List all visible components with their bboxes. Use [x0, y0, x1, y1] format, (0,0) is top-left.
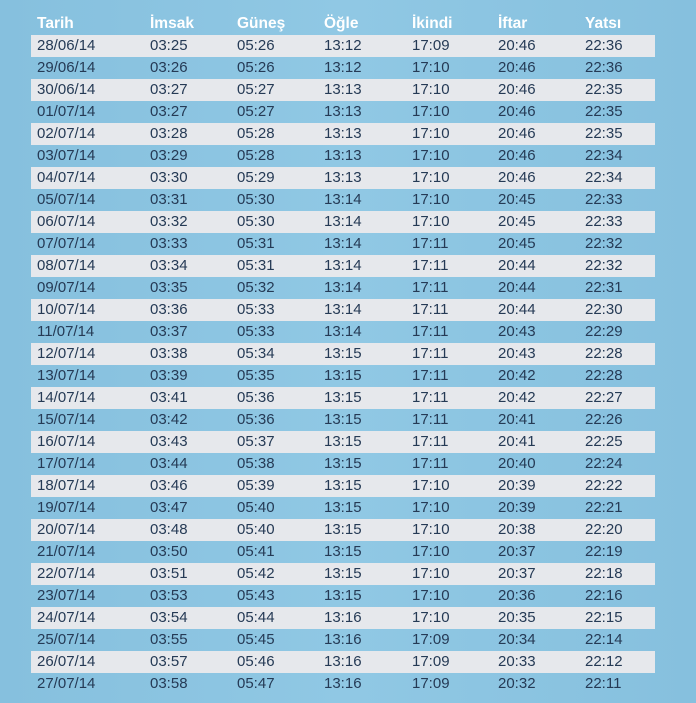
cell-afternoon: 17:10 [406, 123, 492, 145]
cell-iftar: 20:39 [492, 475, 579, 497]
cell-noon: 13:14 [318, 299, 406, 321]
cell-afternoon: 17:11 [412, 235, 449, 252]
cell-afternoon: 17:11 [406, 343, 492, 365]
cell-iftar: 20:42 [492, 387, 579, 409]
column-header-sunrise: Güneş [237, 15, 286, 32]
cell-night: 22:31 [585, 279, 623, 296]
table-row [31, 343, 655, 365]
table-header [31, 13, 655, 35]
cell-afternoon: 17:10 [412, 587, 450, 604]
cell-imsak: 03:39 [150, 367, 188, 384]
cell-iftar: 20:45 [498, 235, 536, 252]
cell-sunrise: 05:30 [237, 191, 275, 208]
cell-date: 11/07/14 [37, 323, 95, 340]
cell-date: 30/06/14 [31, 79, 144, 101]
cell-iftar: 20:37 [492, 563, 579, 585]
cell-imsak: 03:44 [150, 455, 188, 472]
cell-sunrise: 05:28 [231, 123, 318, 145]
cell-night: 22:30 [579, 299, 655, 321]
cell-imsak: 03:29 [150, 147, 188, 164]
cell-night: 22:33 [579, 211, 655, 233]
table-row [31, 321, 655, 343]
cell-sunrise: 05:30 [231, 211, 318, 233]
cell-noon: 13:15 [318, 475, 406, 497]
cell-date: 13/07/14 [37, 367, 96, 384]
table-row [31, 651, 655, 673]
cell-noon: 13:15 [324, 455, 362, 472]
cell-afternoon: 17:10 [412, 147, 450, 164]
cell-iftar: 20:42 [498, 367, 536, 384]
cell-noon: 13:15 [318, 387, 406, 409]
cell-noon: 13:14 [324, 191, 362, 208]
cell-sunrise: 05:36 [231, 387, 318, 409]
cell-iftar: 20:46 [498, 59, 536, 76]
cell-sunrise: 05:45 [237, 631, 275, 648]
cell-noon: 13:16 [324, 631, 362, 648]
table-row [31, 255, 655, 277]
cell-afternoon: 17:10 [406, 519, 492, 541]
cell-iftar: 20:38 [492, 519, 579, 541]
cell-iftar: 20:45 [492, 211, 579, 233]
cell-afternoon: 17:11 [406, 431, 492, 453]
cell-imsak: 03:43 [144, 431, 231, 453]
cell-sunrise: 05:47 [237, 675, 275, 692]
cell-night: 22:36 [579, 35, 655, 57]
table-row [31, 123, 655, 145]
cell-date: 19/07/14 [37, 499, 96, 516]
cell-afternoon: 17:11 [406, 299, 492, 321]
cell-afternoon: 17:10 [412, 59, 450, 76]
cell-date: 18/07/14 [31, 475, 144, 497]
cell-sunrise: 05:46 [231, 651, 318, 673]
prayer-times-table [31, 13, 655, 695]
table-row [31, 57, 655, 79]
cell-noon: 13:15 [318, 519, 406, 541]
cell-date: 08/07/14 [31, 255, 144, 277]
column-header-iftar: İftar [498, 15, 528, 32]
cell-night: 22:32 [579, 255, 655, 277]
cell-date: 09/07/14 [37, 279, 96, 296]
table-row [31, 167, 655, 189]
cell-imsak: 03:55 [150, 631, 188, 648]
cell-sunrise: 05:41 [237, 543, 275, 560]
cell-sunrise: 05:27 [231, 79, 318, 101]
cell-date: 26/07/14 [31, 651, 144, 673]
cell-night: 22:35 [579, 79, 655, 101]
column-header-imsak: İmsak [150, 15, 194, 32]
cell-sunrise: 05:31 [231, 255, 318, 277]
cell-afternoon: 17:10 [412, 499, 450, 516]
cell-noon: 13:16 [324, 675, 362, 692]
cell-night: 22:35 [579, 123, 655, 145]
cell-iftar: 20:46 [492, 35, 579, 57]
cell-afternoon: 17:10 [406, 167, 492, 189]
cell-imsak: 03:41 [144, 387, 231, 409]
cell-night: 22:12 [579, 651, 655, 673]
table-body [31, 35, 655, 695]
cell-imsak: 03:54 [144, 607, 231, 629]
cell-date: 24/07/14 [31, 607, 144, 629]
cell-imsak: 03:32 [144, 211, 231, 233]
cell-night: 22:25 [579, 431, 655, 453]
cell-noon: 13:13 [318, 167, 406, 189]
table-row [31, 607, 655, 629]
cell-sunrise: 05:37 [231, 431, 318, 453]
cell-night: 22:26 [585, 411, 623, 428]
cell-night: 22:34 [579, 167, 655, 189]
cell-night: 22:11 [585, 675, 622, 692]
cell-night: 22:14 [585, 631, 623, 648]
cell-imsak: 03:50 [150, 543, 188, 560]
cell-sunrise: 05:34 [231, 343, 318, 365]
cell-iftar: 20:34 [498, 631, 536, 648]
cell-afternoon: 17:09 [412, 631, 450, 648]
cell-imsak: 03:38 [144, 343, 231, 365]
table-row [31, 35, 655, 57]
cell-afternoon: 17:09 [406, 651, 492, 673]
cell-iftar: 20:46 [492, 79, 579, 101]
cell-noon: 13:14 [324, 235, 362, 252]
table-row [31, 497, 655, 519]
table-row [31, 409, 655, 431]
cell-iftar: 20:32 [498, 675, 536, 692]
cell-noon: 13:12 [318, 35, 406, 57]
cell-iftar: 20:39 [498, 499, 536, 516]
cell-noon: 13:16 [318, 651, 406, 673]
cell-sunrise: 05:33 [231, 299, 318, 321]
cell-imsak: 03:26 [150, 59, 188, 76]
cell-noon: 13:13 [324, 147, 362, 164]
cell-imsak: 03:51 [144, 563, 231, 585]
cell-noon: 13:15 [324, 543, 362, 560]
cell-sunrise: 05:28 [237, 147, 275, 164]
cell-sunrise: 05:26 [237, 59, 275, 76]
table-row [31, 189, 655, 211]
cell-afternoon: 17:09 [412, 675, 450, 692]
table-row [31, 101, 655, 123]
cell-afternoon: 17:11 [406, 255, 492, 277]
cell-date: 21/07/14 [37, 543, 96, 560]
cell-imsak: 03:30 [144, 167, 231, 189]
cell-date: 04/07/14 [31, 167, 144, 189]
cell-date: 02/07/14 [31, 123, 144, 145]
cell-iftar: 20:41 [498, 411, 536, 428]
cell-iftar: 20:45 [498, 191, 536, 208]
cell-imsak: 03:46 [144, 475, 231, 497]
cell-afternoon: 17:09 [406, 35, 492, 57]
cell-date: 17/07/14 [37, 455, 96, 472]
cell-iftar: 20:46 [492, 123, 579, 145]
cell-imsak: 03:37 [150, 323, 188, 340]
cell-iftar: 20:44 [492, 255, 579, 277]
table-row [31, 629, 655, 651]
table-row [31, 365, 655, 387]
table-row [31, 387, 655, 409]
cell-date: 28/06/14 [31, 35, 144, 57]
cell-night: 22:27 [579, 387, 655, 409]
cell-night: 22:20 [579, 519, 655, 541]
cell-imsak: 03:35 [150, 279, 188, 296]
cell-iftar: 20:44 [492, 299, 579, 321]
cell-noon: 13:13 [324, 103, 362, 120]
table-row [31, 211, 655, 233]
table-row [31, 673, 655, 695]
cell-imsak: 03:42 [150, 411, 188, 428]
cell-afternoon: 17:11 [412, 455, 449, 472]
table-row [31, 541, 655, 563]
cell-sunrise: 05:43 [237, 587, 275, 604]
table-row [31, 299, 655, 321]
header-row [31, 13, 655, 35]
column-header-night: Yatsı [585, 15, 622, 32]
cell-imsak: 03:36 [144, 299, 231, 321]
cell-afternoon: 17:10 [406, 79, 492, 101]
cell-sunrise: 05:36 [237, 411, 275, 428]
cell-date: 05/07/14 [37, 191, 96, 208]
cell-date: 23/07/14 [37, 587, 96, 604]
cell-sunrise: 05:32 [237, 279, 275, 296]
cell-noon: 13:13 [318, 79, 406, 101]
cell-noon: 13:12 [324, 59, 362, 76]
cell-sunrise: 05:38 [237, 455, 275, 472]
cell-date: 06/07/14 [31, 211, 144, 233]
table-row [31, 233, 655, 255]
cell-afternoon: 17:10 [406, 607, 492, 629]
cell-afternoon: 17:11 [412, 323, 449, 340]
cell-sunrise: 05:26 [231, 35, 318, 57]
table-row [31, 475, 655, 497]
cell-imsak: 03:27 [150, 103, 188, 120]
cell-imsak: 03:28 [144, 123, 231, 145]
cell-afternoon: 17:10 [412, 191, 450, 208]
cell-night: 22:29 [585, 323, 623, 340]
cell-night: 22:34 [585, 147, 623, 164]
cell-date: 22/07/14 [31, 563, 144, 585]
cell-night: 22:19 [585, 543, 623, 560]
cell-date: 10/07/14 [31, 299, 144, 321]
table-row [31, 145, 655, 167]
cell-noon: 13:15 [324, 587, 362, 604]
cell-noon: 13:14 [318, 255, 406, 277]
cell-noon: 13:16 [318, 607, 406, 629]
cell-sunrise: 05:42 [231, 563, 318, 585]
cell-night: 22:28 [585, 367, 623, 384]
table-row [31, 519, 655, 541]
cell-noon: 13:14 [324, 323, 362, 340]
cell-iftar: 20:41 [492, 431, 579, 453]
cell-iftar: 20:37 [498, 543, 536, 560]
cell-noon: 13:15 [324, 499, 362, 516]
cell-date: 14/07/14 [31, 387, 144, 409]
cell-sunrise: 05:44 [231, 607, 318, 629]
cell-date: 27/07/14 [37, 675, 96, 692]
cell-iftar: 20:46 [498, 147, 536, 164]
cell-sunrise: 05:40 [237, 499, 275, 516]
cell-iftar: 20:44 [498, 279, 536, 296]
cell-sunrise: 05:33 [237, 323, 275, 340]
cell-afternoon: 17:10 [412, 103, 450, 120]
cell-date: 03/07/14 [37, 147, 96, 164]
cell-night: 22:21 [585, 499, 623, 516]
cell-afternoon: 17:11 [406, 387, 492, 409]
table-row [31, 79, 655, 101]
cell-imsak: 03:48 [144, 519, 231, 541]
cell-night: 22:18 [579, 563, 655, 585]
cell-night: 22:22 [579, 475, 655, 497]
cell-imsak: 03:47 [150, 499, 188, 516]
cell-date: 15/07/14 [37, 411, 96, 428]
cell-noon: 13:13 [318, 123, 406, 145]
cell-afternoon: 17:10 [412, 543, 450, 560]
cell-noon: 13:15 [318, 431, 406, 453]
cell-date: 29/06/14 [37, 59, 96, 76]
cell-imsak: 03:34 [144, 255, 231, 277]
cell-afternoon: 17:11 [412, 367, 449, 384]
cell-date: 01/07/14 [37, 103, 96, 120]
cell-imsak: 03:25 [144, 35, 231, 57]
cell-iftar: 20:36 [498, 587, 536, 604]
cell-sunrise: 05:31 [237, 235, 275, 252]
cell-sunrise: 05:27 [237, 103, 275, 120]
cell-afternoon: 17:11 [412, 279, 449, 296]
cell-noon: 13:15 [318, 563, 406, 585]
cell-date: 20/07/14 [31, 519, 144, 541]
cell-night: 22:36 [585, 59, 623, 76]
cell-night: 22:16 [585, 587, 623, 604]
cell-afternoon: 17:11 [412, 411, 449, 428]
cell-iftar: 20:46 [492, 167, 579, 189]
cell-imsak: 03:33 [150, 235, 188, 252]
cell-night: 22:15 [579, 607, 655, 629]
cell-noon: 13:15 [324, 411, 362, 428]
cell-night: 22:33 [585, 191, 623, 208]
cell-noon: 13:14 [324, 279, 362, 296]
cell-imsak: 03:27 [144, 79, 231, 101]
table-row [31, 563, 655, 585]
column-header-noon: Öğle [324, 15, 359, 32]
cell-afternoon: 17:10 [406, 475, 492, 497]
cell-afternoon: 17:10 [406, 211, 492, 233]
table-row [31, 585, 655, 607]
cell-date: 07/07/14 [37, 235, 96, 252]
cell-iftar: 20:40 [498, 455, 536, 472]
cell-imsak: 03:31 [150, 191, 188, 208]
cell-date: 25/07/14 [37, 631, 96, 648]
cell-sunrise: 05:39 [231, 475, 318, 497]
cell-night: 22:28 [579, 343, 655, 365]
cell-afternoon: 17:10 [406, 563, 492, 585]
cell-date: 16/07/14 [31, 431, 144, 453]
cell-sunrise: 05:40 [231, 519, 318, 541]
cell-imsak: 03:58 [150, 675, 188, 692]
table-row [31, 277, 655, 299]
cell-noon: 13:15 [318, 343, 406, 365]
cell-noon: 13:15 [324, 367, 362, 384]
column-header-afternoon: İkindi [412, 15, 453, 32]
cell-date: 12/07/14 [31, 343, 144, 365]
table-row [31, 453, 655, 475]
cell-sunrise: 05:29 [231, 167, 318, 189]
column-header-date: Tarih [37, 15, 74, 32]
cell-night: 22:24 [585, 455, 623, 472]
cell-night: 22:32 [585, 235, 623, 252]
cell-imsak: 03:57 [144, 651, 231, 673]
cell-iftar: 20:43 [492, 343, 579, 365]
cell-sunrise: 05:35 [237, 367, 275, 384]
cell-iftar: 20:35 [492, 607, 579, 629]
cell-noon: 13:14 [318, 211, 406, 233]
cell-iftar: 20:43 [498, 323, 536, 340]
cell-iftar: 20:33 [492, 651, 579, 673]
cell-night: 22:35 [585, 103, 623, 120]
table-row [31, 431, 655, 453]
cell-imsak: 03:53 [150, 587, 188, 604]
cell-iftar: 20:46 [498, 103, 536, 120]
